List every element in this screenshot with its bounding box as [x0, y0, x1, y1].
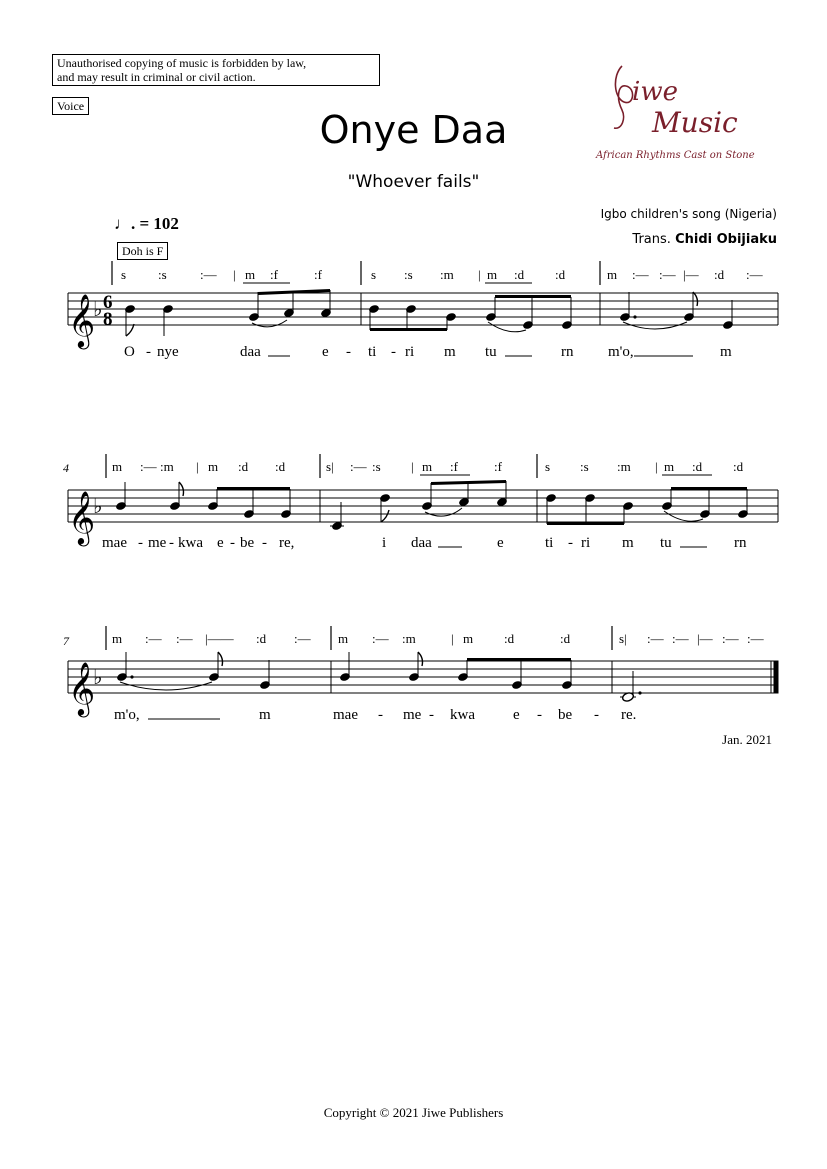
- lyric-syllable: m'o,: [114, 707, 140, 723]
- solfa-token: :m: [402, 631, 416, 646]
- lyric-syllable: m'o,: [608, 344, 634, 360]
- solfa-token: :—: [672, 631, 689, 646]
- treble-clef-icon: 𝄞: [68, 661, 96, 715]
- lyric-syllable: e: [497, 535, 504, 551]
- lyric-syllable: rn: [734, 535, 747, 551]
- lyric-syllable: tu: [485, 344, 497, 360]
- flat-icon: ♭: [93, 297, 103, 321]
- lyric-syllable: -: [230, 535, 235, 551]
- solfa-token: :f: [494, 459, 502, 474]
- lyric-syllable: m: [622, 535, 634, 551]
- measure-number: 4: [63, 461, 69, 475]
- lyric-syllable: mae: [102, 535, 127, 551]
- notes-system-1: [124, 289, 734, 336]
- lyric-syllable: be: [240, 535, 255, 551]
- solfa-row-2: [106, 454, 744, 478]
- solfa-token: |—: [683, 267, 699, 282]
- composition-date: Jan. 2021: [722, 732, 772, 747]
- solfa-row-3: [106, 626, 765, 650]
- system-2: [63, 454, 778, 551]
- treble-clef-icon: 𝄞: [68, 293, 96, 347]
- key-note-box: Doh is F: [117, 242, 168, 260]
- lyric-syllable: daa: [240, 344, 261, 360]
- svg-text:African Rhythms Cast on Stone: African Rhythms Cast on Stone: [596, 150, 755, 161]
- time-signature-bottom: 8: [103, 309, 113, 330]
- solfa-token: |: [196, 459, 199, 474]
- solfa-token: :—: [372, 631, 389, 646]
- solfa-token: |: [478, 267, 481, 282]
- lyric-syllable: i: [382, 535, 387, 551]
- solfa-token: :—: [176, 631, 193, 646]
- solfa-token: m: [112, 631, 123, 646]
- solfa-row-1: [112, 261, 764, 285]
- solfa-token: :d: [256, 631, 267, 646]
- solfa-token: :—: [350, 459, 367, 474]
- lyric-syllable: me: [403, 707, 422, 723]
- notice-line-1: Unauthorised copying of music is forbidden by law,: [57, 56, 307, 70]
- lyric-syllable: kwa: [178, 535, 203, 551]
- solfa-token: :d: [733, 459, 744, 474]
- lyric-syllable: ti: [545, 535, 554, 551]
- lyric-syllable: -: [146, 344, 151, 360]
- lyric-syllable: re.: [621, 707, 637, 723]
- lyric-syllable: ri: [581, 535, 591, 551]
- solfa-token: :d: [504, 631, 515, 646]
- tempo-value: = 102: [139, 214, 179, 233]
- lyric-syllable: -: [391, 344, 396, 360]
- lyrics-row-2: [102, 535, 747, 551]
- lyrics-row-3: [114, 707, 636, 723]
- solfa-token: :d: [692, 459, 703, 474]
- solfa-token: m: [463, 631, 474, 646]
- solfa-token: m: [245, 267, 256, 282]
- solfa-token: m: [422, 459, 433, 474]
- lyric-syllable: e: [513, 707, 520, 723]
- flat-icon: ♭: [93, 494, 103, 518]
- flat-icon: ♭: [93, 665, 103, 689]
- solfa-token: s|: [326, 459, 334, 474]
- solfa-token: :d: [560, 631, 571, 646]
- solfa-token: m: [338, 631, 349, 646]
- solfa-token: m: [664, 459, 675, 474]
- song-origin: Igbo children's song (Nigeria): [600, 207, 777, 221]
- lyric-syllable: -: [568, 535, 573, 551]
- solfa-token: |: [233, 267, 236, 282]
- treble-clef-icon: 𝄞: [68, 490, 96, 544]
- lyric-syllable: -: [429, 707, 434, 723]
- solfa-token: :s: [404, 267, 413, 282]
- solfa-token: :—: [647, 631, 664, 646]
- solfa-token: s: [121, 267, 127, 282]
- lyric-syllable: mae: [333, 707, 358, 723]
- solfa-token: :s: [372, 459, 381, 474]
- svg-text:Music: Music: [652, 106, 738, 139]
- solfa-token: :s: [158, 267, 167, 282]
- solfa-token: :—: [659, 267, 676, 282]
- solfa-token: m: [112, 459, 123, 474]
- lyric-syllable: -: [378, 707, 383, 723]
- solfa-token: m: [487, 267, 498, 282]
- lyric-syllable: nye: [157, 344, 179, 360]
- final-barline: [774, 661, 778, 693]
- lyric-syllable: -: [537, 707, 542, 723]
- lyric-syllable: e: [322, 344, 329, 360]
- notice-line-2: and may result in criminal or civil action.: [57, 70, 256, 84]
- solfa-token: :d: [238, 459, 249, 474]
- lyric-syllable: rn: [561, 344, 574, 360]
- solfa-token: :d: [555, 267, 566, 282]
- translator-name: Chidi Obijiaku: [675, 232, 777, 247]
- solfa-token: :m: [160, 459, 174, 474]
- lyric-syllable: kwa: [450, 707, 475, 723]
- solfa-token: :—: [747, 631, 764, 646]
- solfa-token: :s: [580, 459, 589, 474]
- solfa-token: :d: [514, 267, 525, 282]
- lyric-syllable: be: [558, 707, 573, 723]
- solfa-token: :f: [450, 459, 458, 474]
- solfa-token: m: [607, 267, 618, 282]
- lyric-syllable: m: [444, 344, 456, 360]
- solfa-token: |—: [697, 631, 713, 646]
- solfa-token: :—: [294, 631, 311, 646]
- solfa-token: :d: [275, 459, 286, 474]
- lyric-syllable: -: [138, 535, 143, 551]
- solfa-token: s: [545, 459, 551, 474]
- lyric-syllable: tu: [660, 535, 672, 551]
- time-signature-top: 6: [103, 292, 113, 313]
- solfa-token: s: [371, 267, 377, 282]
- lyric-syllable: me: [148, 535, 167, 551]
- solfa-token: s|: [619, 631, 627, 646]
- svg-text:iwe: iwe: [632, 77, 678, 107]
- lyric-syllable: daa: [411, 535, 432, 551]
- copyright-footer: Copyright © 2021 Jiwe Publishers: [323, 1105, 504, 1120]
- lyric-syllable: m: [259, 707, 271, 723]
- staff-1: [68, 293, 778, 325]
- lyric-syllable: -: [169, 535, 174, 551]
- solfa-token: :—: [632, 267, 649, 282]
- staff-3: [68, 661, 778, 693]
- solfa-token: :—: [200, 267, 217, 282]
- lyric-syllable: ri: [405, 344, 415, 360]
- system-1: [68, 261, 778, 360]
- trans-prefix: Trans.: [632, 232, 671, 247]
- solfa-token: |: [451, 631, 454, 646]
- solfa-token: :m: [617, 459, 631, 474]
- solfa-token: :—: [746, 267, 763, 282]
- lyric-syllable: ti: [368, 344, 377, 360]
- solfa-token: :m: [440, 267, 454, 282]
- system-3: [63, 626, 778, 723]
- part-label: Voice: [52, 97, 89, 115]
- lyric-syllable: -: [346, 344, 351, 360]
- solfa-token: :f: [270, 267, 278, 282]
- measure-number: 7: [63, 634, 69, 648]
- lyric-syllable: e: [217, 535, 224, 551]
- solfa-token: m: [208, 459, 219, 474]
- lyrics-row-1: [124, 344, 732, 360]
- solfa-token: :—: [140, 459, 157, 474]
- lyric-syllable: m: [720, 344, 732, 360]
- lyric-syllable: -: [262, 535, 267, 551]
- solfa-token: |: [655, 459, 658, 474]
- score-title: Onye Daa: [319, 108, 508, 152]
- solfa-token: :d: [714, 267, 725, 282]
- solfa-token: :f: [314, 267, 322, 282]
- dotted-quarter-note-icon: ♩.: [114, 214, 136, 233]
- score-subtitle: "Whoever fails": [347, 172, 480, 192]
- lyric-syllable: -: [594, 707, 599, 723]
- solfa-token: :—: [722, 631, 739, 646]
- lyric-syllable: re,: [279, 535, 295, 551]
- solfa-token: |: [411, 459, 414, 474]
- solfa-token: :—: [145, 631, 162, 646]
- lyric-syllable: O: [124, 344, 135, 360]
- solfa-token: |——: [205, 631, 234, 646]
